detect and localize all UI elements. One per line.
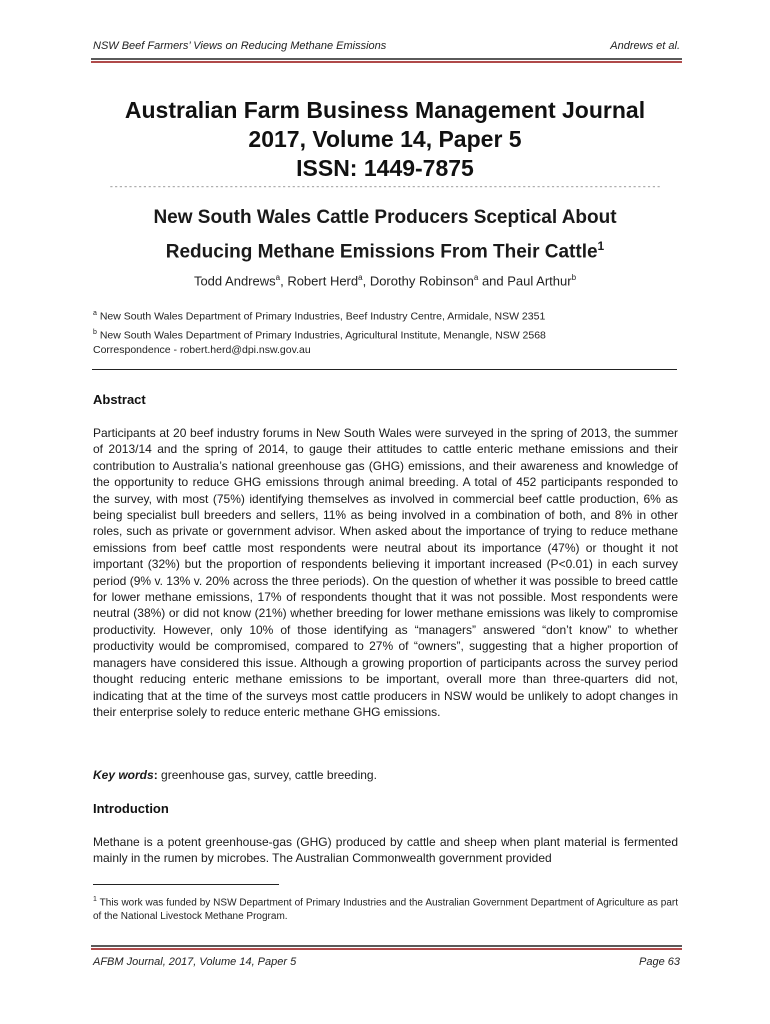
affiliation-b-mark: b bbox=[93, 328, 97, 336]
paper-title-line2 bbox=[92, 232, 678, 266]
author-name: Dorothy Robinson bbox=[369, 273, 474, 289]
paper-title-line1: New South Wales Cattle Producers Sceptical About bbox=[153, 207, 617, 228]
masthead-separator: ------------------------------------------------------------------------------------------------------------------- bbox=[108, 183, 662, 192]
paper-title bbox=[92, 204, 678, 266]
journal-name: Australian Farm Business Management Journal bbox=[124, 97, 646, 123]
journal-masthead bbox=[92, 96, 678, 183]
header-rule-red bbox=[91, 61, 682, 63]
title-footnote-mark: 1 bbox=[597, 239, 605, 253]
affiliation-b-text: New South Wales Department of Primary Industries, Agricultural Institute, Menangle, NSW 2568 bbox=[96, 329, 546, 341]
author-separator: and bbox=[478, 273, 508, 289]
affiliations bbox=[93, 306, 679, 358]
footer-rule-dark bbox=[91, 945, 682, 947]
keywords-colon: : bbox=[153, 768, 158, 782]
running-footer-citation: AFBM Journal, 2017, Volume 14, Paper 5 bbox=[93, 956, 297, 968]
affiliation-rule bbox=[92, 369, 677, 370]
affiliation-a-text: New South Wales Department of Primary Industries, Beef Industry Centre, Armidale, NSW 2351 bbox=[96, 310, 546, 323]
author-name: Todd Andrews bbox=[193, 273, 276, 289]
author-affiliation-mark: a bbox=[358, 273, 363, 282]
footnote bbox=[93, 893, 678, 924]
author-affiliation-mark: a bbox=[473, 273, 479, 282]
author-separator: , bbox=[362, 273, 370, 289]
affiliation-a-mark: a bbox=[93, 310, 97, 317]
affiliation-a bbox=[93, 306, 679, 325]
correspondence: Correspondence - robert.herd@dpi.nsw.gov.au bbox=[93, 344, 311, 356]
abstract-heading: Abstract bbox=[93, 392, 146, 407]
keywords-label: Key words bbox=[93, 768, 154, 782]
author-list bbox=[92, 273, 678, 288]
running-header-authors: Andrews et al. bbox=[610, 40, 680, 52]
abstract-body: Participants at 20 beef industry forums in New South Wales were surveyed in the spring of 2013, the summer of 2013/14 and the spring of 2014, to gauge their attitudes to cattle enteric methane emissions and their contribution to Australia’s national greenhouse gas (GHG) emissions, and their awareness and knowledge of the opportunity to reduce GHG emissions through animal breeding. A total of 452 participants responded to the survey, with most (75%) identifying themselves as involved in commercial beef cattle production, 6% as being specialist bull breeders and sellers, 11% as being involved in a combination of both, and 8% in other roles, such as private or government advisor. When asked about the importance of trying to reduce methane emissions from beef cattle most respondents were neutral about its importance (47%) or thought it not important (32%) but the proportion of respondents believing it important increased (P<0.01) in each survey period (9% v. 13% v. 20% across the three periods). On the question of whether it was possible to breed cattle for lower methane emissions, 17% of respondents thought that it was not possible. Most respondents were neutral (38%) or did not know (21%) whether breeding for lower methane emissions was likely to compromise productivity. However, only 10% of those identifying as “managers” answered “don’t know” to whether productivity would be compromised, compared to 27% of “owners”, suggesting that a higher proportion of managers have considered this issue. Although a growing proportion of participants across the survey period thought reducing enteric methane emissions to be important, overall more than three-quarters did not, indicating that at the time of the surveys most cattle producers in NSW would be unlikely to adopt changes in their enterprise solely to reduce enteric methane GHG emissions. bbox=[93, 426, 678, 719]
header-rule-dark bbox=[91, 58, 682, 60]
running-header-title: NSW Beef Farmers’ Views on Reducing Methane Emissions bbox=[93, 40, 387, 52]
page-number: Page 63 bbox=[639, 956, 680, 968]
author-name: Robert Herd bbox=[287, 273, 359, 289]
journal-volume: 2017, Volume 14, Paper 5 bbox=[248, 126, 522, 152]
journal-issn: ISSN: 1449-7875 bbox=[296, 155, 474, 181]
keywords bbox=[93, 768, 678, 782]
keywords-text: greenhouse gas, survey, cattle breeding. bbox=[157, 768, 377, 782]
footnote-text: This work was funded by NSW Department of Primary Industries and the Australian Government Department of Agriculture as part of the National Livestock Methane Program. bbox=[93, 897, 678, 923]
running-header bbox=[93, 40, 680, 56]
author-affiliation-mark: b bbox=[571, 273, 577, 282]
footnote-rule bbox=[93, 884, 279, 885]
footnote-mark: 1 bbox=[93, 896, 97, 903]
running-footer bbox=[93, 956, 680, 972]
introduction-heading: Introduction bbox=[93, 801, 169, 816]
author-affiliation-mark: a bbox=[275, 273, 281, 282]
footer-rule-red bbox=[91, 948, 682, 950]
author-separator: , bbox=[280, 273, 288, 289]
author-name: Paul Arthur bbox=[507, 273, 572, 289]
introduction-body: Methane is a potent greenhouse-gas (GHG) produced by cattle and sheep when plant material is fermented mainly in the rumen by microbes. The Australian Commonwealth government provided bbox=[93, 835, 678, 866]
paper-title-line2-text: Reducing Methane Emissions From Their Cattle bbox=[165, 241, 598, 263]
affiliation-b bbox=[93, 325, 679, 344]
